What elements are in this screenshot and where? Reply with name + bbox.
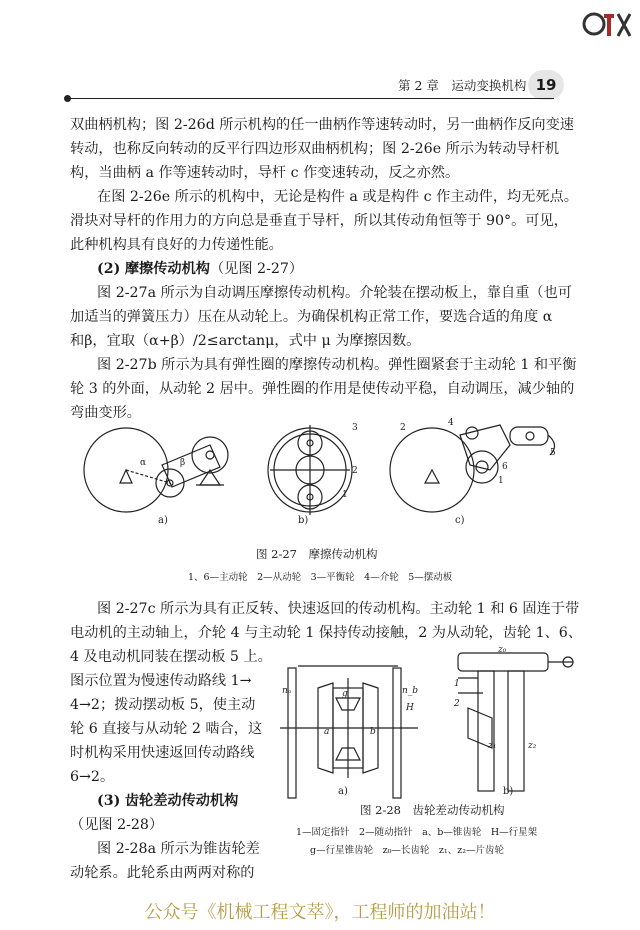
text-line: 4 及电动机同装在摆动板 5 上。 <box>70 649 272 665</box>
text-line: 图 2-27c 所示为具有正反转、快速返回的传动机构。主动轮 1 和 6 固连于带 <box>97 601 580 617</box>
subfigure-label-a: a) <box>338 786 348 797</box>
subfigure-label-b: b) <box>298 515 309 526</box>
text-line: 加适当的弹簧压力）压在从动轮上。为确保机构正常工作，要选合适的角度 α <box>70 309 553 325</box>
svg-text:a: a <box>324 727 330 737</box>
running-header-chapter: 第 2 章 运动变换机构 <box>398 78 527 93</box>
figure-2-27 <box>70 418 570 545</box>
svg-text:z₁: z₁ <box>488 741 497 751</box>
svg-text:3: 3 <box>352 423 358 433</box>
text-line: 电动机的主动轴上，介轮 4 与主动轮 1 保持传动接触，2 为从动轮，齿轮 1、6、 <box>70 625 583 641</box>
text-line: 图 2-27a 所示为自动调压摩擦传动机构。介轮装在摆动板上，靠自重（也可 <box>97 285 572 301</box>
text-line: 构，当曲柄 a 作等速转动时，导杆 c 作变速转动，反之亦然。 <box>70 165 460 181</box>
text-line: 动轮系。此轮系由两两对称的 <box>70 865 255 881</box>
text-line: 双曲柄机构；图 2-26d 所示机构的任一曲柄作等速转动时，另一曲柄作反向变速 <box>70 117 574 133</box>
svg-text:2: 2 <box>454 699 460 709</box>
subfigure-label-a: a) <box>158 515 168 526</box>
subfigure-label-c: c) <box>455 515 465 526</box>
footer-promo-text: 公众号《机械工程文萃》，工程师的加油站！ <box>144 902 496 923</box>
svg-text:z₂: z₂ <box>528 741 537 751</box>
svg-text:nₐ: nₐ <box>282 686 292 696</box>
svg-text:2: 2 <box>352 466 358 476</box>
svg-text:6: 6 <box>502 462 508 472</box>
figure-2-28-legend-1: 1—固定指针 2—随动指针 a、b—锥齿轮 H—行星架 <box>296 827 538 838</box>
svg-text:b: b <box>370 727 376 737</box>
svg-text:g: g <box>342 689 348 699</box>
text-line: 6→2。 <box>70 769 115 785</box>
text-line: 时机构采用快速返回传动路线 <box>70 745 255 761</box>
svg-text:n_b: n_b <box>402 686 419 696</box>
page-number: 19 <box>528 70 564 100</box>
text-line: 轮 6 直接与从动轮 2 啮合，这 <box>70 721 263 737</box>
text-line: 轮 3 的外面，从动轮 2 居中。弹性圈的作用是使传动平稳，自动调压，减少轴的 <box>70 381 575 397</box>
text-line: 图 2-28a 所示为锥齿轮差 <box>97 841 260 857</box>
figure-2-27-legend: 1、6—主动轮 2—从动轮 3—平衡轮 4—介轮 5—摆动板 <box>188 572 453 583</box>
svg-text:z₀: z₀ <box>498 645 507 655</box>
text-line: 弯曲变形。 <box>70 405 141 421</box>
section-heading-friction <box>97 258 303 282</box>
text-line: 图示位置为慢速传动路线 1→ <box>70 673 252 689</box>
svg-text:1: 1 <box>454 679 460 689</box>
svg-text:α: α <box>140 458 147 468</box>
svg-text:1: 1 <box>498 476 504 486</box>
text-line: 和β，宜取（α+β）/2≤arctanμ，式中 μ 为摩擦因数。 <box>70 333 421 349</box>
heading-title: 摩擦传动机构 <box>124 261 210 277</box>
svg-text:4: 4 <box>448 418 454 428</box>
text-line: 在图 2-26e 所示的机构中，无论是构件 a 或是构件 c 作主动件，均无死点。 <box>97 189 578 205</box>
heading-number: (2) <box>97 261 121 277</box>
svg-text:2: 2 <box>400 423 406 433</box>
svg-text:H: H <box>406 703 414 713</box>
svg-text:1: 1 <box>342 490 348 500</box>
heading-ref: （见图 2-27） <box>209 261 304 277</box>
text-line: 滑块对导杆的作用力的方向总是垂直于导杆，所以其传动角恒等于 90°。可见， <box>70 213 568 229</box>
text-line: 图 2-27b 所示为具有弹性圈的摩擦传动机构。弹性圈紧套于主动轮 1 和平衡 <box>97 357 577 373</box>
figure-2-28 <box>278 645 578 798</box>
heading-title: 齿轮差动传动机构 <box>124 793 239 809</box>
figure-2-27-caption: 图 2-27 摩擦传动机构 <box>256 547 378 561</box>
text-line: 此种机构具有良好的力传递性能。 <box>70 237 283 253</box>
heading-ref: （见图 2-28） <box>70 817 164 833</box>
section-heading-differential <box>97 790 238 814</box>
svg-text:5: 5 <box>550 448 556 458</box>
header-rule <box>68 98 554 99</box>
publisher-logo <box>582 6 634 42</box>
long-gear-z0 <box>458 653 548 671</box>
figure-2-28-legend-2: g—行星锥齿轮 z₀—长齿轮 z₁、z₂—片齿轮 <box>310 845 505 856</box>
text-line: 4→2；拨动摆动板 5，使主动 <box>70 697 256 713</box>
svg-text:β: β <box>180 458 186 468</box>
heading-number: (3) <box>97 793 121 809</box>
text-line: 转动，也称反向转动的反平行四边形双曲柄机构；图 2-26e 所示为转动导杆机 <box>70 141 560 157</box>
figure-2-28-caption: 图 2-28 齿轮差动传动机构 <box>360 803 505 817</box>
subfigure-label-b: b) <box>503 786 514 797</box>
